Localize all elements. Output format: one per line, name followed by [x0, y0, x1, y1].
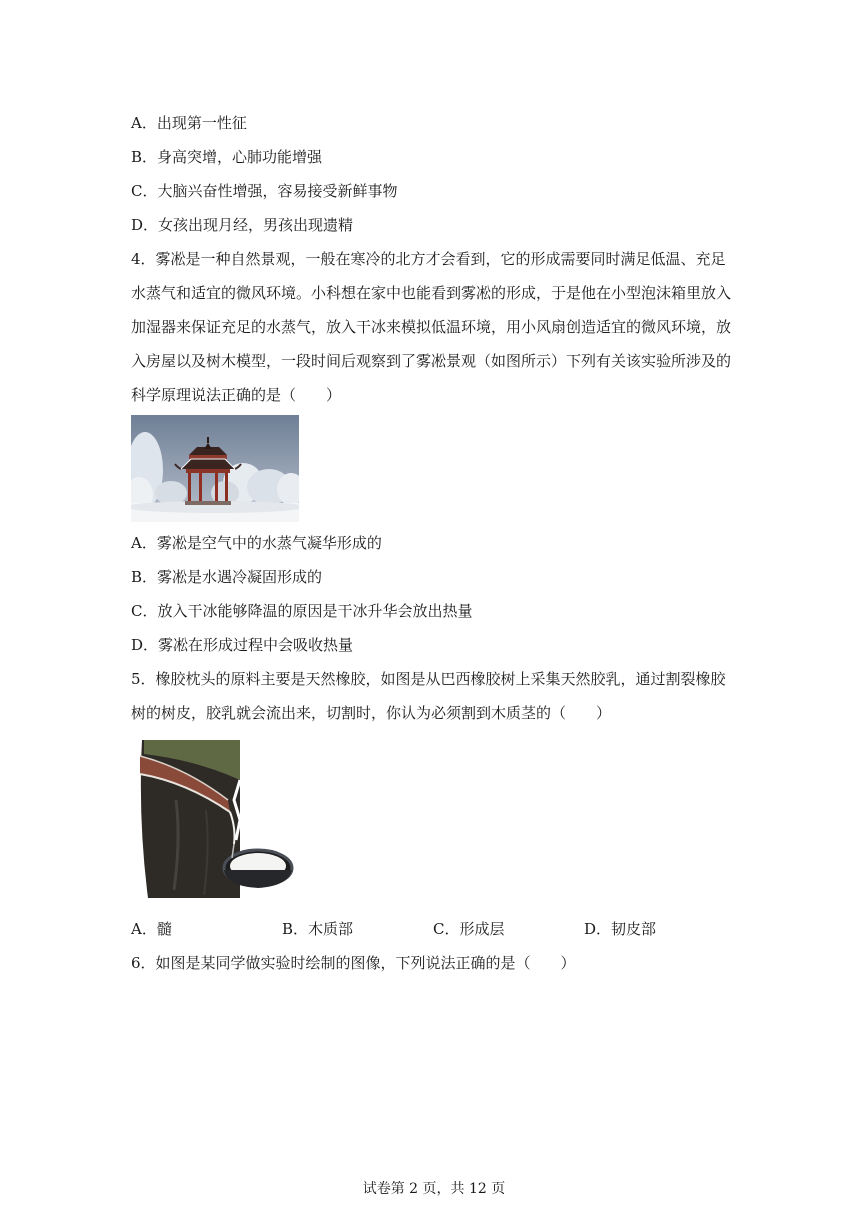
q3-option-c: C．大脑兴奋性增强，容易接受新鲜事物 [131, 182, 398, 200]
rubber-tree-tapping-photo [136, 740, 296, 900]
q4-option-d: D．雾凇在形成过程中会吸收热量 [131, 636, 354, 654]
q3-option-b: B．身高突增，心肺功能增强 [131, 148, 323, 166]
q4-option-b: B．雾凇是水遇冷凝固形成的 [131, 568, 323, 586]
q5-stem-line: 5．橡胶枕头的原料主要是天然橡胶，如图是从巴西橡胶树上采集天然胶乳，通过割裂橡胶 [131, 670, 726, 688]
q6-stem: 6．如图是某同学做实验时绘制的图像，下列说法正确的是（ ） [131, 954, 576, 972]
q3-option-a: A．出现第一性征 [131, 114, 247, 132]
q4-stem-line: 入房屋以及树木模型，一段时间后观察到了雾凇景观（如图所示）下列有关该实验所涉及的 [131, 352, 732, 370]
q5-stem [131, 662, 737, 730]
q4-stem-line: 科学原理说法正确的是（ ） [131, 386, 342, 404]
q4-stem-line: 4．雾凇是一种自然景观，一般在寒冷的北方才会看到，它的形成需要同时满足低温、充足 [131, 250, 726, 268]
q5-stem-line: 树的树皮，胶乳就会流出来，切割时，你认为必须割到木质茎的（ ） [131, 704, 612, 722]
page-footer: 试卷第 2 页，共 12 页 [362, 1181, 506, 1197]
rime-pavilion-photo [131, 415, 299, 522]
q3-option-d: D．女孩出现月经，男孩出现遗精 [131, 216, 354, 234]
q4-stem-line: 水蒸气和适宜的微风环境。小科想在家中也能看到雾凇的形成，于是他在小型泡沫箱里放入 [131, 284, 732, 302]
q4-option-c: C．放入干冰能够降温的原因是干冰升华会放出热量 [131, 602, 473, 620]
q5-option-a: A．髓 [131, 920, 172, 938]
q5-options [131, 919, 751, 939]
q5-option-d: D．韧皮部 [584, 920, 657, 938]
q5-option-c: C．形成层 [433, 920, 505, 938]
q4-stem-line: 加湿器来保证充足的水蒸气，放入干冰来模拟低温环境，用小风扇创造适宜的微风环境，放 [131, 318, 732, 336]
q4-stem [131, 242, 737, 412]
q5-option-b: B．木质部 [282, 920, 354, 938]
q4-option-a: A．雾凇是空气中的水蒸气凝华形成的 [131, 534, 382, 552]
